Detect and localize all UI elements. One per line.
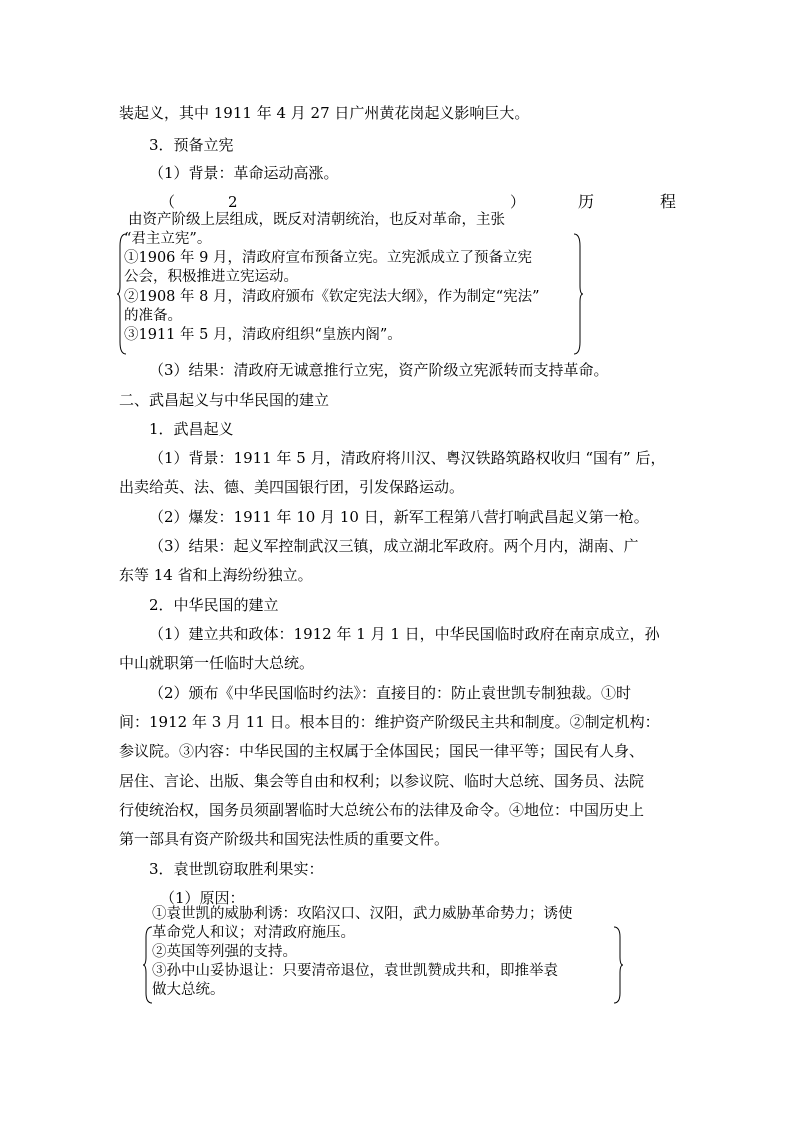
wuchang-background-1: （1）背景：1911 年 5 月，清政府将川汉、粤汉铁路筑路权收归 “国有” 后， xyxy=(149,449,666,467)
yuan-reason-label: （1）原因： xyxy=(160,889,245,907)
part-two-title: 二、武昌起义与中华民国的建立 xyxy=(119,391,330,409)
wuchang-result-2: 东等 14 省和上海纷纷独立。 xyxy=(119,566,313,584)
roc-constitution-3: 参议院。③内容：中华民国的主权属于全体国民；国民一律平等；国民有人身、 xyxy=(119,742,645,760)
right-brace xyxy=(612,925,624,1005)
section-title-roc: 2．中华民国的建立 xyxy=(149,596,279,614)
section-title-wuchang: 1．武昌起义 xyxy=(149,420,234,438)
roc-constitution-2: 间：1912 年 3 月 11 日。根本目的：维护资产阶级民主共和制度。②制定机构： xyxy=(119,713,660,731)
wuchang-outbreak: （2）爆发：1911 年 10 月 10 日，新军工程第八营打响武昌起义第一枪。 xyxy=(149,508,649,526)
roc-constitution-4: 居住、言论、出版、集会等自由和权利；以参议院、临时大总统、国务员、法院 xyxy=(119,772,645,790)
roc-constitution-6: 第一部具有资产阶级共和国宪法性质的重要文件。 xyxy=(119,830,450,848)
roc-republic-1: （1）建立共和政体：1912 年 1 月 1 日，中华民国临时政府在南京成立，孙 xyxy=(149,625,660,643)
constitution-result: （3）结果：清政府无诚意推行立宪，资产阶级立宪派转而支持革命。 xyxy=(149,361,609,379)
roc-constitution-5: 行使统治权，国务员须副署临时大总统公布的法律及命令。④地位：中国历史上 xyxy=(119,801,645,819)
wuchang-background-2: 出卖给英、法、德、美四国银行团，引发保路运动。 xyxy=(119,478,465,496)
roc-constitution-1: （2）颁布《中华民国临时约法》：直接目的：防止袁世凯专制独裁。①时 xyxy=(149,684,632,702)
section-title-constitution: 3．预备立宪 xyxy=(149,136,234,154)
right-brace xyxy=(572,232,584,356)
constitution-background: （1）背景：革命运动高涨。 xyxy=(149,164,339,182)
section-title-yuan: 3．袁世凯窃取胜利果实： xyxy=(149,860,324,878)
roc-republic-2: 中山就职第一任临时大总统。 xyxy=(119,654,315,672)
paragraph-uprising-end: 装起义，其中 1911 年 4 月 27 日广州黄花岗起义影响巨大。 xyxy=(119,104,530,122)
wuchang-result-1: （3）结果：起义军控制武汉三镇，成立湖北军政府。两个月内，湖南、广 xyxy=(149,537,639,555)
